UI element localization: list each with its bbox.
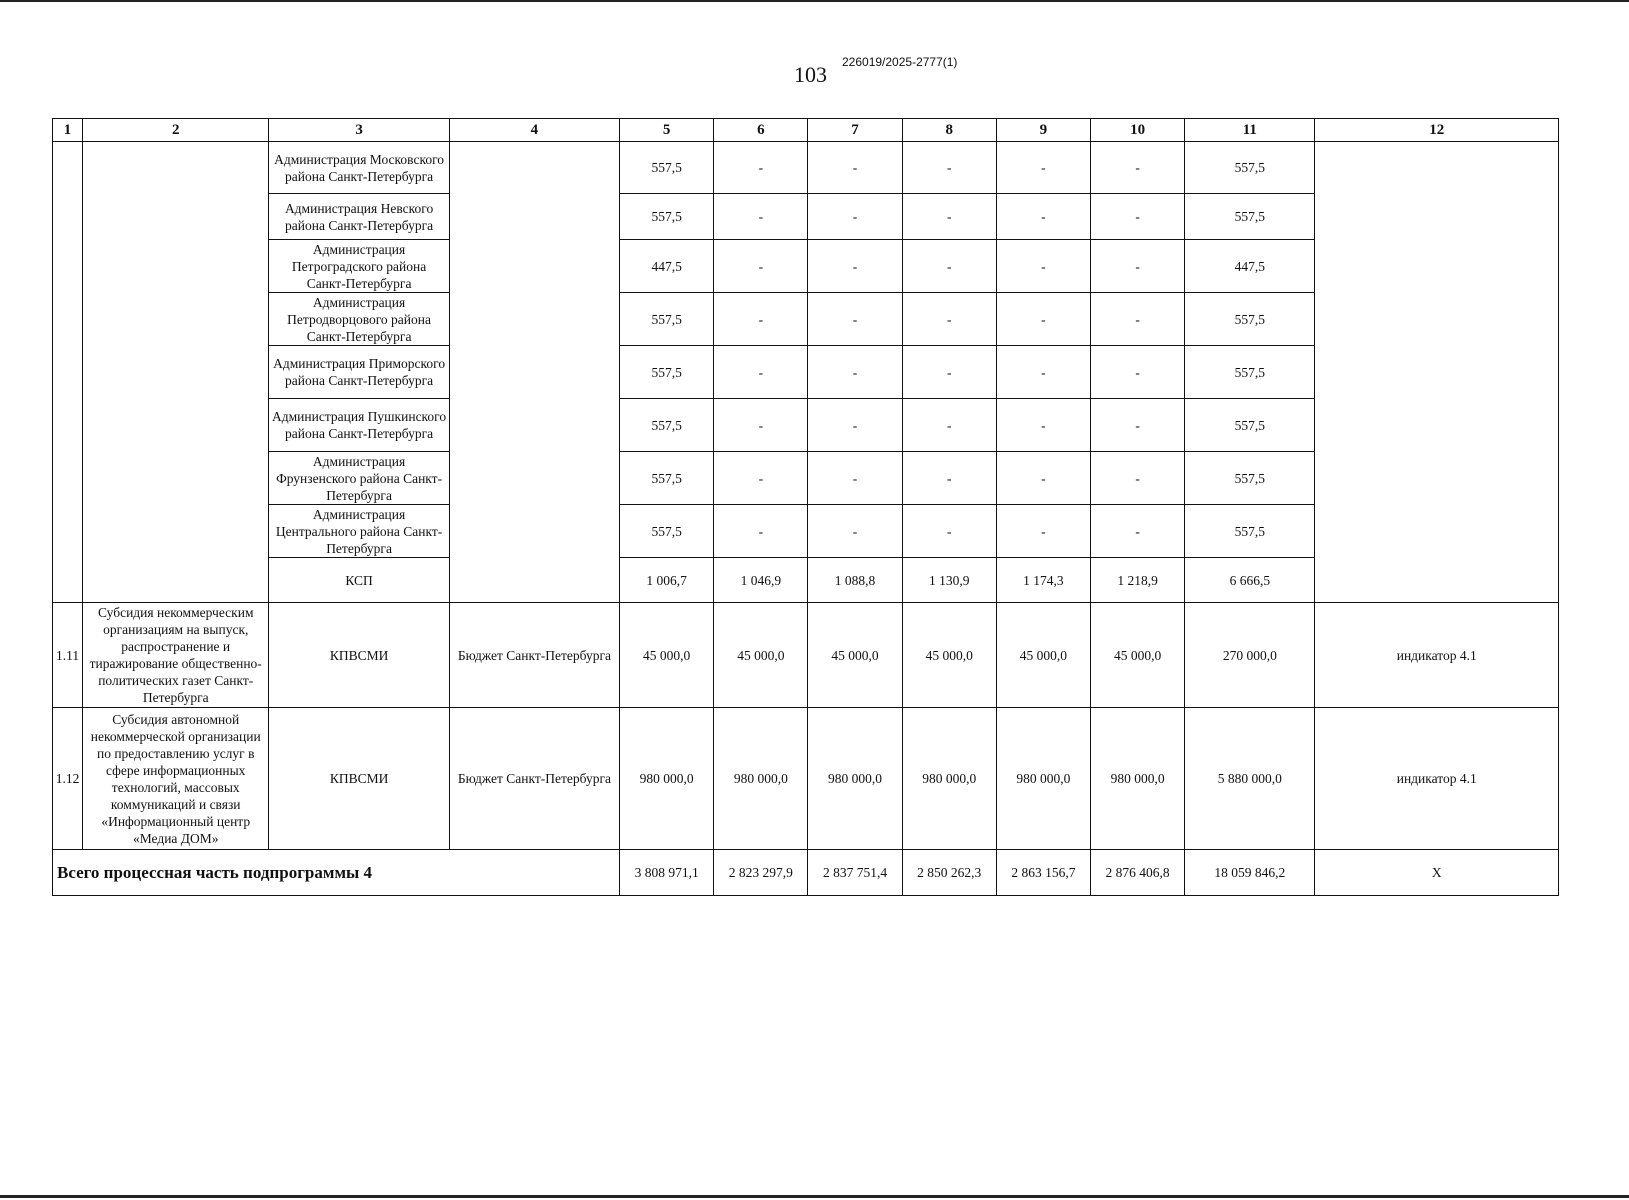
value-cell: -: [902, 346, 996, 399]
value-cell: -: [996, 399, 1090, 452]
value-cell: 1 174,3: [996, 558, 1090, 603]
header-cell: 3: [269, 119, 449, 142]
num-cell-empty: [53, 142, 83, 603]
value-cell: -: [996, 452, 1090, 505]
header-cell: 11: [1185, 119, 1315, 142]
value-cell: 45 000,0: [714, 603, 808, 708]
total-indicator-cell: Х: [1315, 850, 1559, 896]
value-cell: -: [1091, 452, 1185, 505]
value-cell: 1 046,9: [714, 558, 808, 603]
value-cell: -: [808, 452, 902, 505]
value-cell: -: [714, 399, 808, 452]
value-cell: 980 000,0: [1091, 708, 1185, 850]
value-cell: -: [1091, 240, 1185, 293]
source-cell-empty: [449, 142, 619, 603]
value-cell: 557,5: [620, 293, 714, 346]
header-cell: 8: [902, 119, 996, 142]
total-value-cell: 2 863 156,7: [996, 850, 1090, 896]
value-cell: -: [808, 293, 902, 346]
table-row: [53, 142, 1559, 194]
value-cell: 1 088,8: [808, 558, 902, 603]
value-cell: -: [902, 194, 996, 240]
value-cell: -: [1091, 194, 1185, 240]
value-cell: -: [808, 142, 902, 194]
indicator-cell-empty: [1315, 142, 1559, 603]
value-cell: 45 000,0: [808, 603, 902, 708]
total-value-cell: 270 000,0: [1185, 603, 1315, 708]
total-value-cell: 557,5: [1185, 194, 1315, 240]
indicator-cell: индикатор 4.1: [1315, 708, 1559, 850]
header-cell: 7: [808, 119, 902, 142]
value-cell: 557,5: [620, 505, 714, 558]
executor-cell: Администрация Пушкинского района Санкт-Петербурга: [269, 399, 449, 452]
budget-table: [52, 118, 1559, 896]
value-cell: 1 130,9: [902, 558, 996, 603]
value-cell: -: [1091, 142, 1185, 194]
value-cell: -: [808, 505, 902, 558]
item-number: 1.12: [53, 708, 83, 850]
total-value-cell: 5 880 000,0: [1185, 708, 1315, 850]
item-name: Субсидия некоммерческим организациям на выпуск, распространение и тиражирование общественно-политических газет Санкт-Петербурга: [83, 603, 269, 708]
executor-cell: Администрация Петродворцового района Санкт-Петербурга: [269, 293, 449, 346]
value-cell: 980 000,0: [996, 708, 1090, 850]
page-number: 103: [794, 62, 827, 87]
value-cell: -: [996, 293, 1090, 346]
scan-bottom-edge: [0, 1195, 1629, 1198]
value-cell: 557,5: [620, 194, 714, 240]
item-number: 1.11: [53, 603, 83, 708]
value-cell: -: [1091, 293, 1185, 346]
value-cell: 557,5: [620, 346, 714, 399]
value-cell: 980 000,0: [620, 708, 714, 850]
value-cell: -: [714, 346, 808, 399]
value-cell: -: [996, 346, 1090, 399]
value-cell: -: [714, 142, 808, 194]
value-cell: -: [902, 142, 996, 194]
value-cell: 557,5: [620, 142, 714, 194]
value-cell: 1 006,7: [620, 558, 714, 603]
executor-cell: КСП: [269, 558, 449, 603]
header-cell: 4: [449, 119, 619, 142]
value-cell: 980 000,0: [714, 708, 808, 850]
value-cell: 45 000,0: [996, 603, 1090, 708]
value-cell: 557,5: [620, 452, 714, 505]
source-cell: Бюджет Санкт-Петербурга: [449, 603, 619, 708]
value-cell: 447,5: [620, 240, 714, 293]
header-cell: 9: [996, 119, 1090, 142]
scan-top-edge: [0, 0, 1629, 2]
value-cell: -: [714, 240, 808, 293]
total-value-cell: 557,5: [1185, 505, 1315, 558]
total-value-cell: 2 823 297,9: [714, 850, 808, 896]
executor-cell: Администрация Центрального района Санкт-Петербурга: [269, 505, 449, 558]
name-cell-empty: [83, 142, 269, 603]
value-cell: -: [1091, 399, 1185, 452]
value-cell: -: [808, 240, 902, 293]
value-cell: -: [996, 194, 1090, 240]
total-value-cell: 557,5: [1185, 399, 1315, 452]
value-cell: 1 218,9: [1091, 558, 1185, 603]
executor-cell: КПВСМИ: [269, 603, 449, 708]
value-cell: -: [1091, 505, 1185, 558]
value-cell: -: [902, 399, 996, 452]
value-cell: -: [996, 240, 1090, 293]
value-cell: 45 000,0: [902, 603, 996, 708]
total-value-cell: 447,5: [1185, 240, 1315, 293]
source-cell: Бюджет Санкт-Петербурга: [449, 708, 619, 850]
value-cell: 45 000,0: [1091, 603, 1185, 708]
value-cell: -: [996, 505, 1090, 558]
value-cell: -: [902, 293, 996, 346]
header-cell: 2: [83, 119, 269, 142]
value-cell: -: [714, 505, 808, 558]
executor-cell: Администрация Приморского района Санкт-Петербурга: [269, 346, 449, 399]
value-cell: -: [714, 452, 808, 505]
document-registration-number: 226019/2025-2777(1): [842, 55, 958, 69]
total-value-cell: 2 837 751,4: [808, 850, 902, 896]
total-label: Всего процессная часть подпрограммы 4: [53, 850, 620, 896]
value-cell: -: [902, 240, 996, 293]
grand-total-cell: 18 059 846,2: [1185, 850, 1315, 896]
value-cell: -: [714, 293, 808, 346]
header-row: [53, 119, 1559, 142]
value-cell: -: [1091, 346, 1185, 399]
value-cell: -: [902, 452, 996, 505]
table-row-item: [53, 603, 1559, 708]
value-cell: -: [808, 194, 902, 240]
value-cell: 980 000,0: [808, 708, 902, 850]
total-value-cell: 557,5: [1185, 452, 1315, 505]
total-value-cell: 6 666,5: [1185, 558, 1315, 603]
header-cell: 5: [620, 119, 714, 142]
total-value-cell: 3 808 971,1: [620, 850, 714, 896]
total-value-cell: 557,5: [1185, 142, 1315, 194]
total-value-cell: 557,5: [1185, 293, 1315, 346]
total-value-cell: 557,5: [1185, 346, 1315, 399]
table-row-item: [53, 708, 1559, 850]
executor-cell: Администрация Фрунзенского района Санкт-Петербурга: [269, 452, 449, 505]
value-cell: 557,5: [620, 399, 714, 452]
value-cell: 980 000,0: [902, 708, 996, 850]
value-cell: -: [714, 194, 808, 240]
value-cell: -: [808, 346, 902, 399]
value-cell: 45 000,0: [620, 603, 714, 708]
executor-cell: Администрация Невского района Санкт-Петербурга: [269, 194, 449, 240]
header-cell: 12: [1315, 119, 1559, 142]
total-row: [53, 850, 1559, 896]
indicator-cell: индикатор 4.1: [1315, 603, 1559, 708]
item-name: Субсидия автономной некоммерческой организации по предоставлению услуг в сфере информационных технологий, массовых коммуникаций и связи «Информационный центр «Медиа ДОМ»: [83, 708, 269, 850]
header-cell: 10: [1091, 119, 1185, 142]
executor-cell: Администрация Петроградского района Санкт-Петербурга: [269, 240, 449, 293]
value-cell: -: [902, 505, 996, 558]
header-cell: 1: [53, 119, 83, 142]
value-cell: -: [808, 399, 902, 452]
value-cell: -: [996, 142, 1090, 194]
header-cell: 6: [714, 119, 808, 142]
total-value-cell: 2 876 406,8: [1091, 850, 1185, 896]
executor-cell: Администрация Московского района Санкт-Петербурга: [269, 142, 449, 194]
total-value-cell: 2 850 262,3: [902, 850, 996, 896]
executor-cell: КПВСМИ: [269, 708, 449, 850]
